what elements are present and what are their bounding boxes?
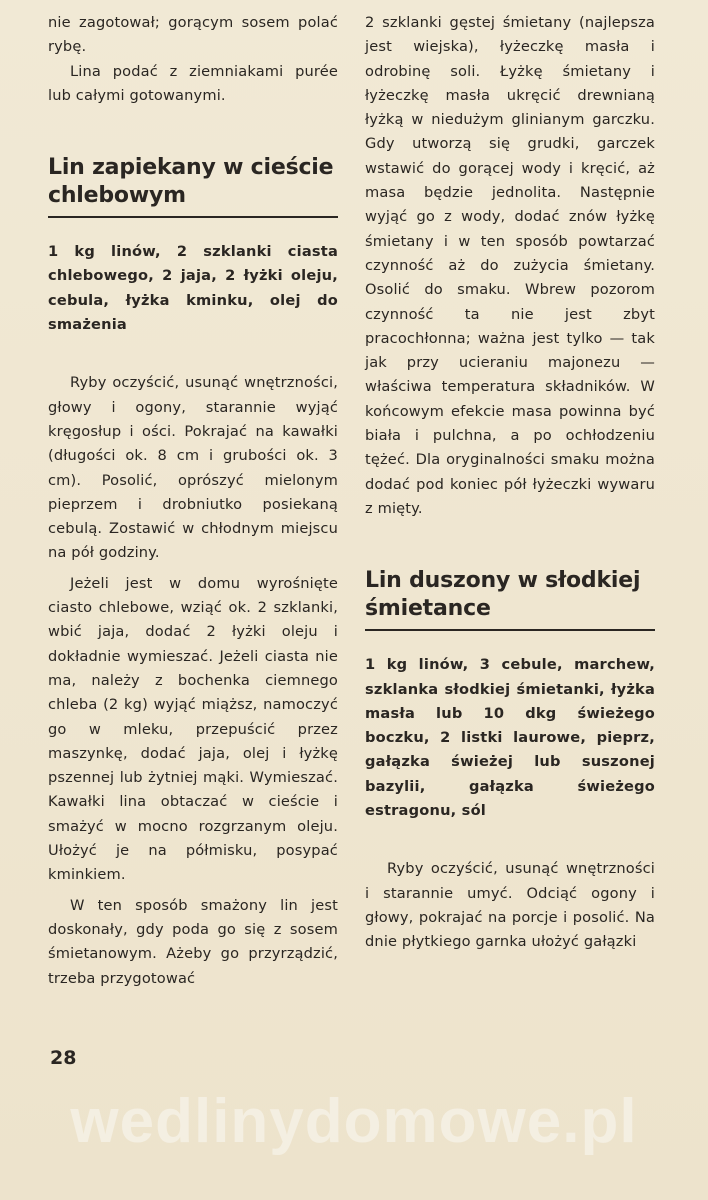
preparation-paragraph-4: Ryby oczyścić, usunąć wnętrzności i starannie umyć. Odciąć ogony i głowy, pokrajać na porcje i posolić. Na dnie płytkiego garnka ułożyć gałązki [365,860,655,951]
right-column [365,0,655,955]
page-number: 28 [50,1047,77,1069]
watermark: wedlinydomowe.pl [70,1087,638,1156]
continuation-paragraph: nie zagotował; gorącym sosem polać rybę. [48,14,338,56]
serving-paragraph: Lina podać z ziemniakami purée lub całymi gotowanymi. [48,62,338,104]
recipe-ingredients-lin-zapiekany: 1 kg linów, 2 szklanki ciasta chlebowego, 2 jaja, 2 łyżki oleju, cebula, łyżka kminku, olej do smażenia [48,243,338,334]
recipe-title-lin-duszony: Lin duszony w słodkiej śmietance [365,567,655,631]
preparation-paragraph-2: Jeżeli jest w domu wyrośnięte ciasto chlebowe, wziąć ok. 2 szklanki, wbić jaja, dodać 2 łyżki oleju i dokładnie wymieszać. Jeżeli ciasta nie ma, należy z bochenka ciemnego chleba (2 kg) wyjąć miąższ, namoczyć go w mleku, przepuścić przez maszynkę, dodać jaja, olej i łyżkę pszennej lub żytniej mąki. Wymieszać. Kawałki lina obtaczać w cieście i smażyć w mocno rozgrzanym oleju. Ułożyć je na półmisku, posypać kminkiem. [48,574,338,884]
preparation-paragraph-1: Ryby oczyścić, usunąć wnętrzności, głowy i ogony, starannie wyjąć kręgosłup i ości. Pokrajać na kawałki (długości ok. 8 cm i grubości ok. 3 cm). Posolić, oprószyć mielonym pieprzem i drobniutko posiekaną cebulą. Zostawić w chłodnym miejscu na pół godziny. [48,374,338,562]
recipe-ingredients-lin-duszony: 1 kg linów, 3 cebule, marchew, szklanka słodkiej śmietanki, łyżka masła lub 10 dkg świeżego boczku, 2 listki laurowe, pieprz, gałązka świeżej lub suszonej bazylii, gałązka świeżego estragonu, sól [365,656,655,820]
left-column [48,0,338,991]
preparation-paragraph-3: W ten sposób smażony lin jest doskonały, gdy poda go się z sosem śmietanowym. Ażeby go przyrządzić, trzeba przygotować [48,896,338,987]
recipe-title-lin-zapiekany: Lin zapiekany w cieście chlebowym [48,154,338,218]
sauce-paragraph: 2 szklanki gęstej śmietany (najlepsza jest wiejska), łyżeczkę masła i odrobinę soli. Łyżkę śmietany i łyżeczkę masła ukręcić drewnianą łyżką w niedużym glinianym garczku. Gdy utworzą się grudki, garczek wstawić do gorącej wody i kręcić, aż masa będzie jednolita. Następnie wyjąć go z wody, dodać znów łyżkę śmietany i w ten sposób powtarzać czynność aż do zużycia śmietany. Osolić do smaku. Wbrew pozorom czynność ta nie jest zbyt pracochłonna; ważna jest tylko — tak jak przy ucieraniu majonezu — właściwa temperatura składników. W końcowym efekcie masa powinna być biała i pulchna, a po ochłodzeniu tężeć. Dla oryginalności smaku można dodać pod koniec pół łyżeczki wywaru z mięty. [365,14,655,517]
